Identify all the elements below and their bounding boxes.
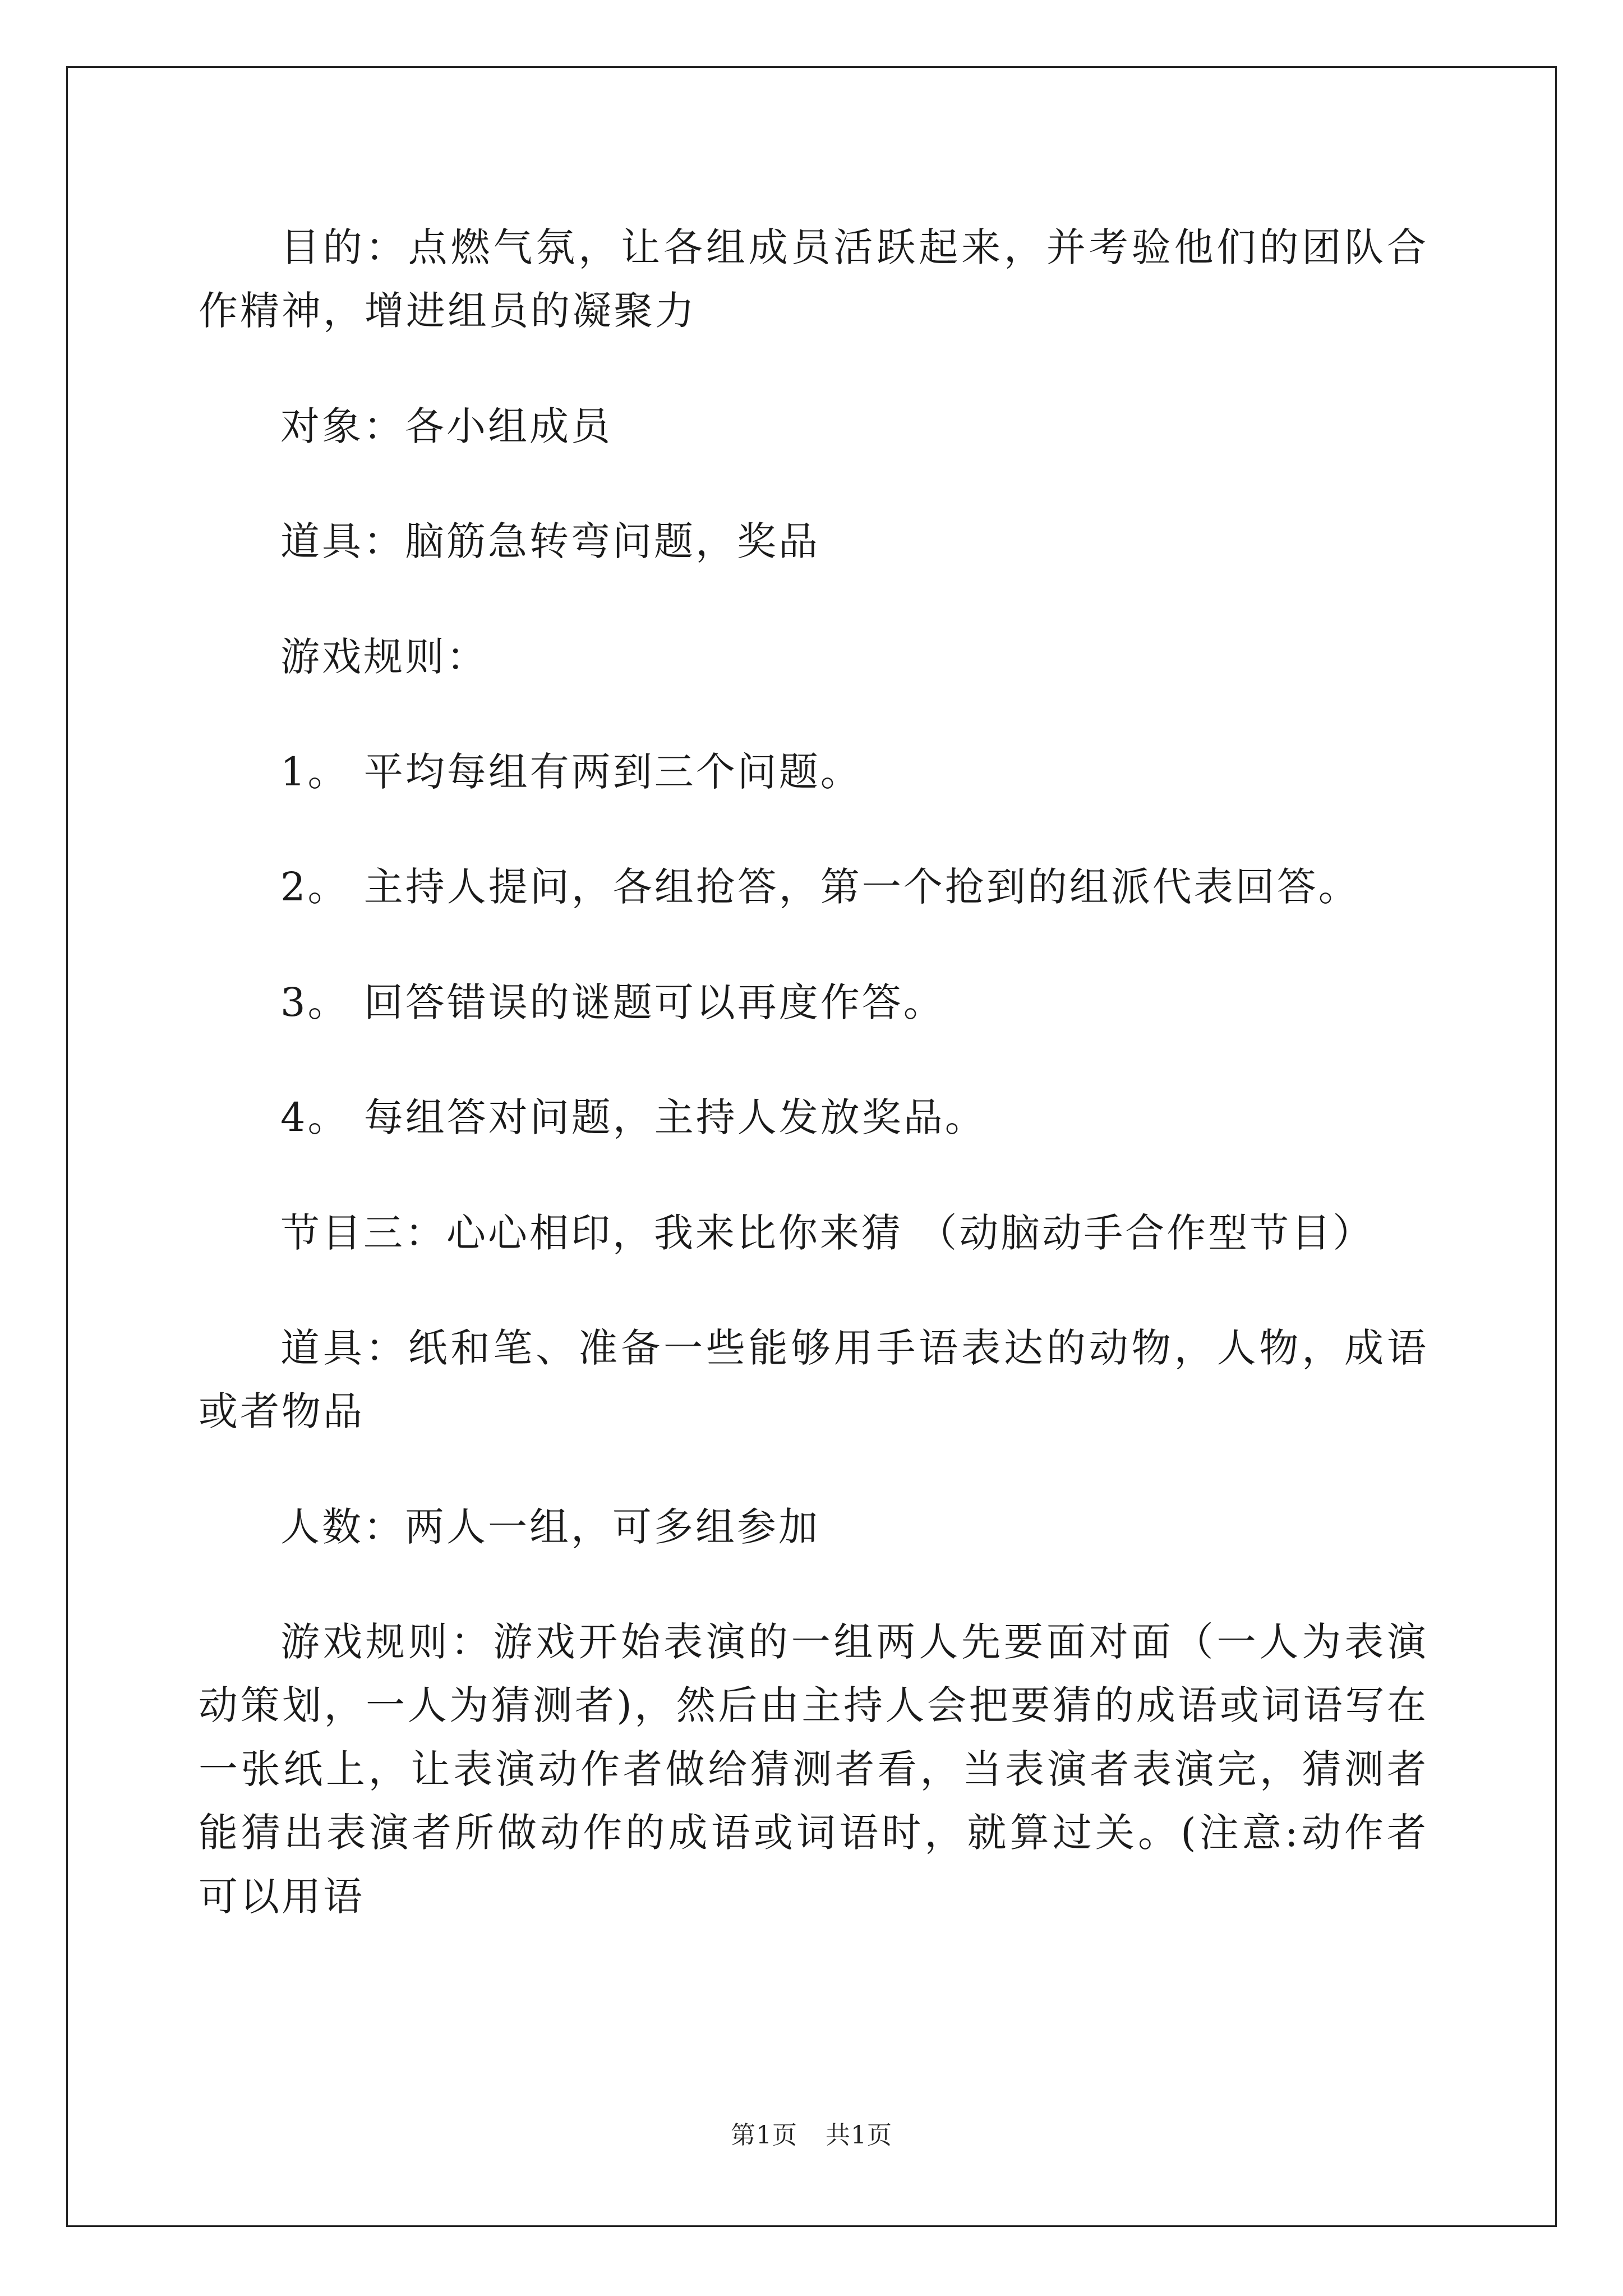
paragraph-participants: 人数：两人一组，可多组参加 [280, 1503, 820, 1550]
paragraph-purpose: 目的：点燃气氛，让各组成员活跃起来，并考验他们的团队合作精神，增进组员的凝聚力 [199, 224, 1428, 334]
page-number: 第1页 [731, 2121, 797, 2150]
paragraph-props: 道具：脑筋急转弯问题，奖品 [280, 518, 820, 565]
paragraph-audience: 对象：各小组成员 [280, 403, 612, 449]
paragraph-game-rules: 游戏规则：游戏开始表演的一组两人先要面对面（一人为表演动策划，一人为猜测者)，然后由主持人会把要猜的成语或词语写在一张纸上，让表演动作者做给猜测者看，当表演者表演完，猜测者能猜出表演者所做动作的成语或词语时，就算过关。(注意:动作者可以用语 [199, 1619, 1428, 1920]
paragraph-rules-heading: 游戏规则： [280, 633, 488, 680]
paragraph-rule-1: 1。 平均每组有两到三个问题。 [280, 748, 862, 795]
paragraph-program-three: 节目三：心心相印，我来比你来猜 （动脑动手合作型节目） [280, 1209, 1375, 1256]
page-total: 共1页 [826, 2121, 892, 2150]
paragraph-program-three-props: 道具：纸和笔、准备一些能够用手语表达的动物，人物，成语或者物品 [199, 1324, 1428, 1435]
paragraph-rule-4: 4。 每组答对问题，主持人发放奖品。 [280, 1094, 986, 1141]
document-body [199, 216, 1428, 1980]
page-footer [0, 2115, 1623, 2151]
paragraph-rule-3: 3。 回答错误的谜题可以再度作答。 [280, 979, 945, 1025]
paragraph-rule-2: 2。 主持人提问，各组抢答，第一个抢到的组派代表回答。 [280, 864, 1360, 910]
